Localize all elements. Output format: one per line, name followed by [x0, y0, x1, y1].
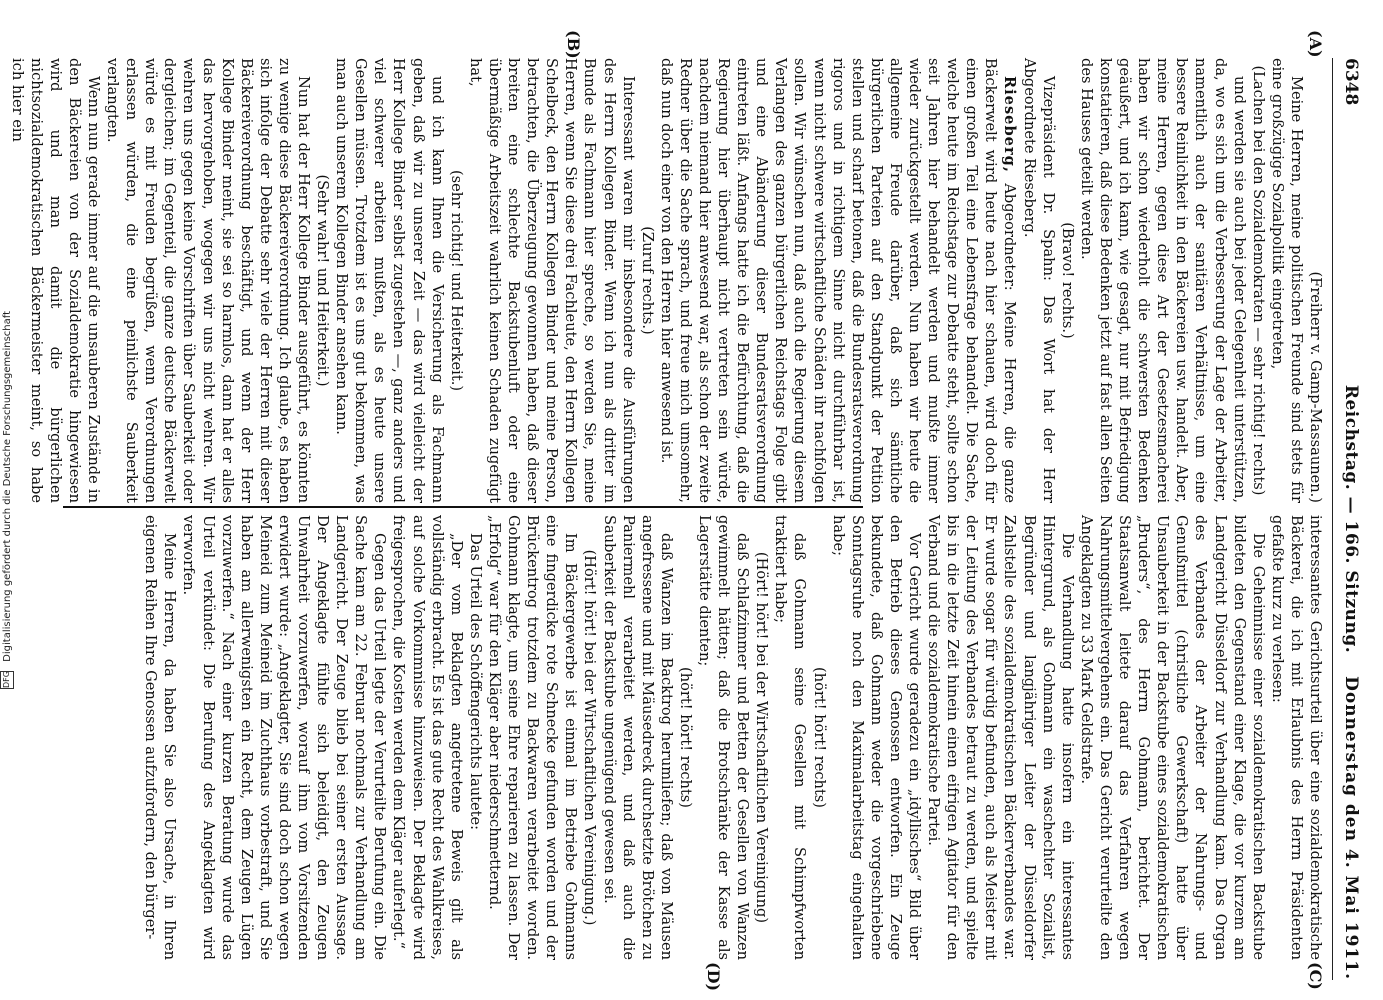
paragraph: [1268, 515, 1325, 960]
paragraph-text: (Zuruf rechts.): [638, 226, 656, 335]
paragraph: [141, 515, 179, 960]
paragraph-text: Die Verhandlung hatte insofern ein interessantes Hintergrund, als Gohmann ein waschechter Sozialist, Begründer und langjähriger Leiter der Düsseldorfer Zahlstelle des sozialdemokratischen Bäckerverbandes war. Er wurde sogar für würdig befunden, auch als Meister mit der Leitung des Verbandes betraut zu werden, und spielte bis in die letzte Zeit hinein einen eifrigen Agitator für den Verband und die sozialdemokratische Partei.: [925, 515, 1076, 960]
paragraph-text: (Freiherr v. Gamp-Massaunen.): [1307, 271, 1324, 503]
interjection: [752, 515, 771, 960]
paragraph-text: Meine Herren, da haben Sie also Ursache, in Ihren eigenen Reihen Ihre Genossen aufzufordern, den bürger-: [142, 515, 179, 960]
paragraph-text: (Hört! hört! bei der Wirtschaftlichen Vereinigung.): [581, 549, 599, 926]
header-rule: [1332, 58, 1333, 980]
paragraph-text: (Hört! hört! bei der Wirtschaftlichen Vereinigung): [753, 551, 771, 924]
paragraph: [179, 515, 389, 960]
column-divider: [63, 506, 863, 508]
paragraph-text: Abgeordneter: Meine Herren, die ganze Bäckerwelt wird heute nach hier schauen, wird doch für einen großen Teil eine Lebensfrage behandelt. Die Sache, welche heute im Reichstage zur Debatte steht, sollte schon seit Jahren hier behandelt werden und mußte immer wieder zurückgestellt werden. Nun haben wir heute die allgemeine Freude darüber, daß sich sämtliche bürgerlichen Parteien auf den Standpunkt der Petition stellen und scharf betonen, daß die Bundesratsverordnung rigoros und in richtigem Sinne nicht durchführbar ist, wenn nicht schwere wirtschaftliche Schäden ihr nachfolgen sollen. Wir wünschen nun, daß auch die Regierung diesem Verlangen des ganzen bürgerlichen Reichstags Folge gibt und eine Abänderung dieser Bundesratsverordnung eintreten läßt. Anfangs hatte ich die Befürchtung, daß die Regierung hier überhaupt nicht vertreten sein würde, nachdem niemand hier anwesend war, als schon der zweite Redner über die Sache sprach, und freue mich umsomehr, daß nun doch einer von den Herren hier anwesend ist.: [657, 58, 1019, 503]
paragraph-text: und ich kann Ihnen die Versicherung als Fachmann geben, daß wir zu unserer Zeit — das wird vielleicht der Herr Kollege Binder selbst zugestehen —, ganz anders und viel schwerer arbeiten mußten, als es heute unsere Gesellen müssen. Trotzdem ist es uns gut bekommen, was man auch unserem Kollegen Binder ansehen kann.: [333, 58, 446, 503]
paragraph: [332, 58, 447, 503]
paragraph-text: (sehr richtig! und Heiterkeit.): [447, 169, 465, 392]
paragraph-text: (hört! hört! rechts): [810, 667, 828, 808]
interjection: [638, 58, 657, 503]
paragraph-text: (Sehr wahr! und Heiterkeit.): [314, 174, 332, 387]
interjection: [447, 58, 466, 503]
margin-mark-a: (A): [1306, 30, 1325, 58]
paragraph-text: Die Geheimnisse einer sozialdemokratischen Backstube bildeten den Gegenstand einer Klage, die vor kurzem am Landgericht Düsseldorf zur Verhandlung kam. Das Organ des Verbandes der Arbeiter der Nahrungs- und Genußmittel (christliche Gewerkschaft) hatte über Unsauberkeit in der Backstube eines sozialdemokratischen „Bruders“, des Herrn Gohmann, berichtet. Der Staatsanwalt leitete darauf das Verfahren wegen Nahrungsmittelvergehens ein. Das Gericht verurteilte den Angeklagten zu 33 Mark Geldstrafe.: [1077, 515, 1267, 960]
interjection: [1249, 58, 1268, 503]
paragraph-text: interessantes Gerichtsurteil über eine sozialdemokratische Bäckerei, die ich mit Erlaubnis des Herrn Präsidenten gefaßte kurz zu verlesen:: [1268, 515, 1324, 960]
paragraph: [466, 515, 485, 960]
paragraph-text: Gegen das Urteil legte der Verurteilte Berufung ein. Die Sache kam am 22. Februar nochmals zur Verhandlung am Landgericht. Der Zeuge blieb bei seiner ersten Aussage. Der Angeklagte fühlte sich beleidigt, den Zeugen Unwahrheit vorzuwerfen, worauf ihm vom Vorsitzenden erwidert wurde: „Angeklagter, Sie sind doch schon wegen Meineid zum Meineid im Zuchthaus vorbestraft, und Sie haben am allerwenigsten ein Recht, dem Zeugen Lügen vorzuwerfen.“ Nach einer kurzen Beratung wurde das Urteil verkündet: Die Berufung des Angeklagten wird verworfen.: [180, 515, 389, 960]
paragraph: [599, 515, 675, 960]
margin-mark-b: (B): [564, 30, 583, 59]
paragraph: [103, 58, 313, 503]
paragraph-text: (Lachen bei den Sozialdemokraten — sehr richtig! rechts): [1249, 65, 1267, 496]
paragraph-text: Interessant waren mir insbesondere die Ausführungen des Herrn Kollegen Binder. Wenn ich nun als dritter im Bunde als Fachmann hier spreche, so werden Sie, meine Herren, wenn Sie diese drei Fachleute, den Herrn Kollegen Schelbeck, den Herrn Kollegen Binder und meine Person, betrachten, die Überzeugung gewonnen haben, daß dieser breiten eine schlechte Backstubenluft oder eine übermäßige Arbeitszeit wahrlich keinen Schaden zugefügt hat,: [466, 58, 637, 503]
interjection: [1058, 58, 1077, 503]
paragraph-text: Vizepräsident Dr. Spahn: Das Wort hat der Herr Abgeordnete Rieseberg.: [1020, 58, 1057, 503]
paragraph: [389, 515, 465, 960]
paragraph: [1077, 515, 1268, 960]
page-header: [1335, 58, 1361, 980]
paragraph-text: Im Bäckergewerbe ist einmal im Betriebe Gohmanns eine fingerdicke rote Schnecke gefunden worden und der Brückentrog trotzdem zu Backwaren verarbeitet worden. Gohmann klagte, um seine Ehre reparieren zu lassen. Der „Erfolg“ war für den Kläger aber niederschmetternd.: [485, 515, 580, 960]
paragraph: [829, 515, 924, 960]
right-column: [141, 515, 1325, 960]
paragraph-text: Nun hat der Herr Kollege Binder ausgeführt, es könnten zu wenige diese Bäckereiverordnung. Ich glaube, es haben sich infolge der Debatte sehr viele der Herren mit dieser Bäckereiverordnung beschäftigt, und wenn der Herr Kollege Binder meint, sie sei so harmlos, dann hat er alles das hervorgehoben, wogegen wir uns nicht wehren. Wir wehren uns gegen keine Vorschriften über Sauberkeit oder dergleichen; im Gegenteil, die ganze deutsche Bäckerwelt würde es mit Freuden begrüßen, wenn Verordnungen erlassen würden, die eine peinlichste Sauberkeit verlangten.: [104, 58, 313, 503]
paragraph: [1020, 58, 1058, 503]
paragraph: [485, 515, 580, 960]
dfg-logo: DFG: [0, 671, 14, 689]
paragraph-text: (hört! hört! rechts): [676, 667, 694, 808]
paragraph: [695, 515, 752, 960]
paragraph: [924, 515, 1077, 960]
interjection: [809, 515, 828, 960]
paragraph-text: Wenn nun gerade immer auf die unsauberen Zustände in den Bäckereien von der Sozialdemokratie hingewiesen wird und man damit die bürgerlichen nichtsozialdemokratischen Bäckermeister meint, so habe ich hier ein: [8, 58, 102, 503]
paragraph-text: und werden sie auch bei jeder Gelegenheit unterstützen, da, wo es sich um die Verbesserung der Lage der Arbeiter, namentlich auch der sanitären Verhältnisse, um eine bessere Reinlichkeit in den Bäckereien usw. handelt. Aber, meine Herren, gegen diese Art der Gesetzesmacherei haben wir schon wiederholt die schwersten Bedenken geäußert, und ich kann, wie gesagt, nur mit Befriedigung konstatieren, daß diese Bedenken jetzt auf fast allen Seiten des Hauses geteilt werden.: [1077, 58, 1248, 503]
paragraph-text: (Bravo! rechts.): [1058, 222, 1076, 339]
paragraph-text: daß Schlafzimmer und Betten der Gesellen von Wanzen gewimmelt hätten; daß die Brotschränke der Kasse als Lagerstätte dienten;: [696, 515, 752, 960]
paragraph-text: daß Wanzen im Backtrog herumliefen; daß von Mäusen angefressene und mit Mäusedreck durchsetzte Brötchen zu Paniermehl verarbeitet werden, und daß auch die Sauberkeit der Backstube ungenügend gewesen sei.: [600, 515, 675, 960]
paragraph: [1077, 58, 1249, 503]
page-footer: [0, 0, 18, 1000]
header-date: Donnerstag den 4. Mai 1911.: [1341, 676, 1361, 980]
paragraph: [1268, 58, 1306, 503]
paragraph: [657, 58, 1020, 503]
page-number: 6348: [1341, 58, 1361, 106]
margin-mark-c: (C): [1306, 962, 1325, 990]
paragraph-text: Das Urteil des Schöffengerichts lautete:: [466, 533, 484, 831]
interjection: [676, 515, 695, 960]
paragraph: [466, 58, 638, 503]
paragraph-text: „Der vom Beklagten angetretene Beweis gilt als vollständig erbracht. Es ist das gute Recht des Wahlkreises, auf solche Vorkommnisse hinzuweisen. Der Beklagte wird freigesprochen, die Kosten werden dem Kläger auferlegt.“: [390, 515, 465, 960]
header-title: Reichstag. — 166. Sitzung.: [1341, 384, 1361, 654]
paragraph: [771, 515, 809, 960]
interjection: [580, 515, 599, 960]
paragraph-text: Vor Gericht wurde geradezu ein „idyllisches“ Bild über den Betrieb dieses Genossen entworfen. Ein Zeuge bekundete, daß Gohmann weder die vorgeschriebene Sonntagsruhe noch den Maximalarbeitstag eingehalten habe;: [829, 515, 924, 960]
interjection: [1306, 58, 1325, 503]
interjection: [313, 58, 332, 503]
margin-mark-d: (D): [704, 962, 723, 992]
paragraph-text: Meine Herren, meine politischen Freunde sind stets für eine großzügige Sozialpolitik eingetreten,: [1268, 58, 1305, 503]
left-column: [8, 58, 1325, 503]
paragraph: [8, 58, 103, 503]
paragraph-text: daß Gohmann seine Gesellen mit Schimpfworten traktiert habe;: [772, 515, 809, 960]
footer-text: Digitalisierung gefördert durch die Deutsche Forschungsgemeinschaft: [2, 310, 13, 662]
speaker-name: Rieseberg,: [1001, 76, 1019, 173]
